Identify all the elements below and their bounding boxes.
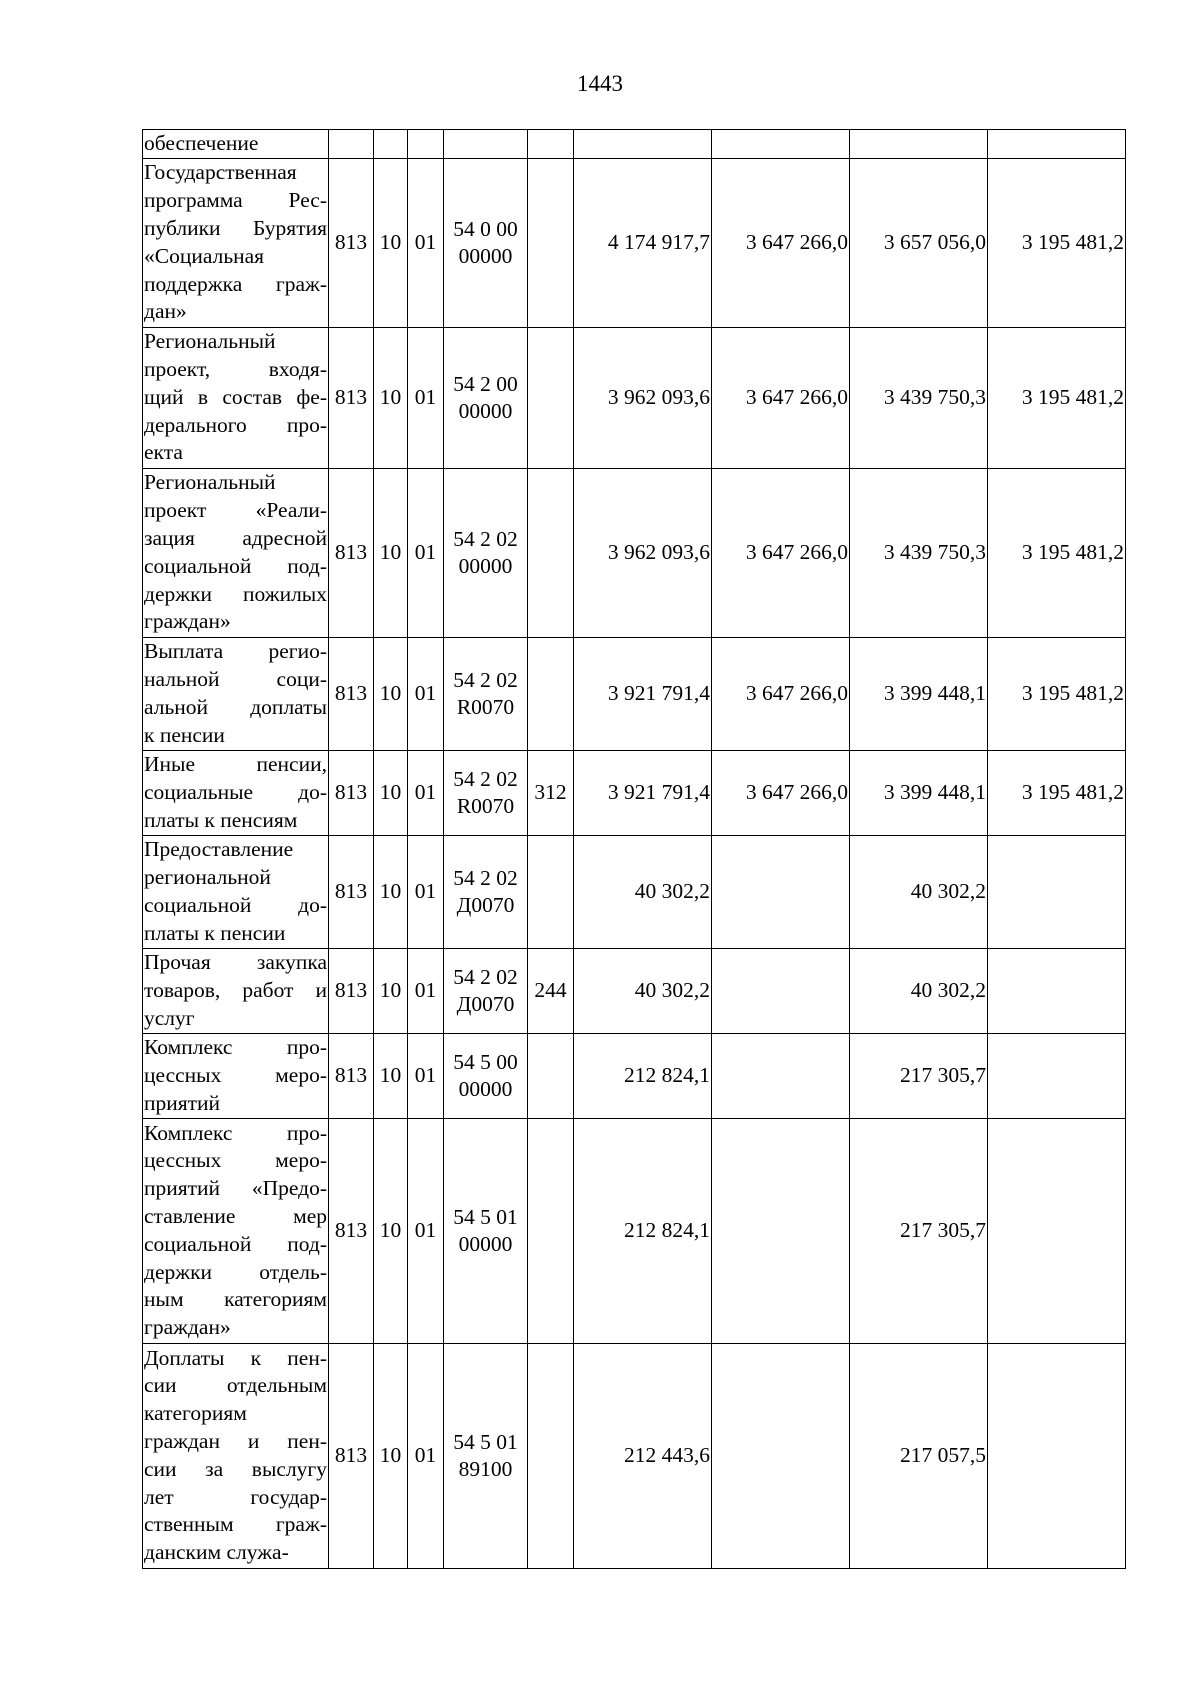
grbs-code: 813	[329, 158, 374, 327]
amount-1: 3 921 791,4	[574, 750, 712, 835]
amount-3: 217 305,7	[850, 1118, 988, 1343]
amount-1: 40 302,2	[574, 948, 712, 1033]
table-row	[143, 1033, 1126, 1118]
target-article-part: 00000	[458, 553, 513, 578]
amount-4	[988, 948, 1126, 1033]
grbs-code: 813	[329, 1033, 374, 1118]
row-name	[143, 835, 329, 948]
section-code: 10	[374, 1118, 408, 1343]
row-name-line: обеспечение	[144, 131, 259, 155]
row-name-line: нальной соци-	[144, 667, 327, 691]
row-name-line: региональной	[144, 865, 271, 889]
amount-4: 3 195 481,2	[988, 637, 1126, 750]
target-article-part: 54 2 02	[453, 865, 518, 890]
section-code	[374, 130, 408, 159]
table-row	[143, 1118, 1126, 1343]
row-name-line: категориям	[144, 1401, 247, 1426]
amount-4: 3 195 481,2	[988, 327, 1126, 468]
target-article-code	[444, 1033, 528, 1118]
expense-type-code	[528, 158, 574, 327]
row-name	[143, 750, 329, 835]
expense-type-code	[528, 327, 574, 468]
target-article-part: 00000	[458, 398, 513, 423]
subsection-code: 01	[408, 468, 444, 637]
target-article-code	[444, 327, 528, 468]
amount-2	[712, 948, 850, 1033]
subsection-code: 01	[408, 948, 444, 1033]
amount-2: 3 647 266,0	[712, 637, 850, 750]
row-name-line: Прочая закупка	[144, 950, 327, 975]
amount-3: 40 302,2	[850, 835, 988, 948]
expense-type-code: 244	[528, 948, 574, 1033]
grbs-code: 813	[329, 750, 374, 835]
amount-3: 3 439 750,3	[850, 327, 988, 468]
amount-4: 3 195 481,2	[988, 750, 1126, 835]
row-name-line: граждан и пен-	[144, 1429, 327, 1453]
target-article-part: 54 2 02	[453, 964, 518, 989]
row-name-line: Предоставление	[144, 837, 294, 862]
row-name-line: щий в состав фе-	[144, 384, 327, 409]
amount-2	[712, 1118, 850, 1343]
row-name-line: держки пожилых	[144, 581, 327, 606]
amount-4	[988, 1118, 1126, 1343]
row-name-line: Государственная	[144, 160, 297, 185]
row-name-line: сии отдельным	[144, 1373, 327, 1398]
row-name-line: Доплаты к пен-	[144, 1345, 327, 1370]
amount-2: 3 647 266,0	[712, 468, 850, 637]
table-row	[143, 468, 1126, 637]
row-name-line: Комплекс про-	[144, 1120, 327, 1145]
row-name	[143, 158, 329, 327]
target-article-part: 00000	[458, 1231, 513, 1256]
target-article-part: Д0070	[456, 892, 515, 917]
row-name-line: к пенсии	[144, 722, 225, 747]
row-name-line: ставление мер	[144, 1204, 327, 1228]
row-name	[143, 327, 329, 468]
subsection-code: 01	[408, 1118, 444, 1343]
amount-1: 3 962 093,6	[574, 468, 712, 637]
row-name-line: платы к пенсии	[144, 920, 286, 945]
table-row	[143, 158, 1126, 327]
row-name-line: екта	[144, 440, 183, 465]
amount-3: 3 657 056,0	[850, 158, 988, 327]
row-name-line: социальной под-	[144, 553, 327, 578]
row-name	[143, 468, 329, 637]
row-name	[143, 1343, 329, 1568]
row-name-line: социальной под-	[144, 1231, 327, 1256]
section-code: 10	[374, 637, 408, 750]
target-article-part: R0070	[456, 793, 515, 818]
target-article-part: 54 2 02	[453, 667, 518, 692]
amount-1: 3 921 791,4	[574, 637, 712, 750]
target-article-code	[444, 835, 528, 948]
subsection-code: 01	[408, 327, 444, 468]
expense-type-code	[528, 130, 574, 159]
expense-type-code: 312	[528, 750, 574, 835]
amount-2: 3 647 266,0	[712, 750, 850, 835]
target-article-part: 00000	[458, 243, 513, 268]
subsection-code: 01	[408, 1343, 444, 1568]
section-code: 10	[374, 948, 408, 1033]
row-name-line: зация адресной	[144, 526, 327, 550]
table-row	[143, 948, 1126, 1033]
section-code: 10	[374, 158, 408, 327]
expense-type-code	[528, 1343, 574, 1568]
target-article-part: 00000	[458, 1076, 513, 1101]
row-name-line: проект «Реали-	[144, 498, 327, 523]
amount-1: 40 302,2	[574, 835, 712, 948]
expense-type-code	[528, 468, 574, 637]
subsection-code: 01	[408, 637, 444, 750]
target-article-part: 54 2 02	[453, 766, 518, 791]
amount-4	[988, 835, 1126, 948]
target-article-part: 54 0 00	[453, 216, 518, 241]
section-code: 10	[374, 327, 408, 468]
grbs-code: 813	[329, 1343, 374, 1568]
row-name-line: ственным граж-	[144, 1512, 327, 1537]
amount-4	[988, 1033, 1126, 1118]
row-name-line: лет государ-	[144, 1484, 327, 1509]
row-name-line: поддержка граж-	[144, 271, 327, 296]
row-name-line: ным категориям	[144, 1287, 327, 1312]
row-name	[143, 948, 329, 1033]
grbs-code: 813	[329, 637, 374, 750]
row-name-line: граждан»	[144, 1315, 231, 1340]
expense-type-code	[528, 637, 574, 750]
amount-1: 3 962 093,6	[574, 327, 712, 468]
section-code: 10	[374, 835, 408, 948]
section-code: 10	[374, 468, 408, 637]
table-row	[143, 130, 1126, 159]
target-article-code	[444, 948, 528, 1033]
row-name-line: публики Бурятия	[144, 216, 327, 240]
row-name-line: «Социальная	[144, 243, 265, 268]
row-name-line: Региональный	[144, 470, 276, 495]
amount-2: 3 647 266,0	[712, 158, 850, 327]
row-name-line: социальной до-	[144, 892, 327, 917]
page-number: 1443	[577, 71, 623, 96]
target-article-code	[444, 750, 528, 835]
subsection-code: 01	[408, 158, 444, 327]
row-name-line: социальные до-	[144, 779, 327, 804]
target-article-code	[444, 637, 528, 750]
target-article-part: Д0070	[456, 991, 515, 1016]
row-name-line: программа Рес-	[144, 188, 327, 213]
target-article-code	[444, 1118, 528, 1343]
row-name-line: дан»	[144, 299, 187, 324]
amount-4	[988, 130, 1126, 159]
row-name-line: данским служа-	[144, 1540, 289, 1565]
row-name-line: товаров, работ и	[144, 977, 327, 1002]
table-row	[143, 835, 1126, 948]
amount-3: 40 302,2	[850, 948, 988, 1033]
row-name-line: цессных меро-	[144, 1062, 327, 1087]
amount-4: 3 195 481,2	[988, 158, 1126, 327]
target-article-code	[444, 1343, 528, 1568]
subsection-code: 01	[408, 1033, 444, 1118]
amount-2	[712, 1343, 850, 1568]
grbs-code: 813	[329, 327, 374, 468]
table-row	[143, 327, 1126, 468]
expense-type-code	[528, 835, 574, 948]
subsection-code: 01	[408, 835, 444, 948]
row-name	[143, 637, 329, 750]
target-article-part: 54 5 01	[453, 1429, 518, 1454]
target-article-code	[444, 468, 528, 637]
amount-1	[574, 130, 712, 159]
section-code: 10	[374, 1343, 408, 1568]
section-code: 10	[374, 750, 408, 835]
row-name-line: проект, входя-	[144, 357, 327, 382]
row-name-line: альной доплаты	[144, 694, 327, 719]
row-name-line: услуг	[144, 1005, 195, 1030]
row-name-line: сии за выслугу	[144, 1456, 327, 1481]
row-name-line: цессных меро-	[144, 1148, 327, 1173]
amount-1: 4 174 917,7	[574, 158, 712, 327]
section-code: 10	[374, 1033, 408, 1118]
row-name-line: граждан»	[144, 609, 231, 634]
amount-2	[712, 1033, 850, 1118]
row-name-line: держки отдель-	[144, 1259, 327, 1284]
amount-1: 212 824,1	[574, 1118, 712, 1343]
budget-table-body	[143, 130, 1126, 1569]
table-row	[143, 1343, 1126, 1568]
subsection-code	[408, 130, 444, 159]
target-article-code	[444, 130, 528, 159]
row-name-line: Региональный	[144, 329, 276, 354]
row-name	[143, 130, 329, 159]
target-article-part: 54 2 00	[453, 371, 518, 396]
target-article-part: 89100	[458, 1456, 513, 1481]
amount-3: 3 399 448,1	[850, 637, 988, 750]
row-name	[143, 1033, 329, 1118]
table-row	[143, 750, 1126, 835]
amount-4	[988, 1343, 1126, 1568]
expense-type-code	[528, 1118, 574, 1343]
row-name-line: Выплата регио-	[144, 639, 327, 664]
amount-3: 3 439 750,3	[850, 468, 988, 637]
amount-2: 3 647 266,0	[712, 327, 850, 468]
row-name-line: приятий «Предо-	[144, 1176, 327, 1201]
grbs-code: 813	[329, 948, 374, 1033]
row-name-line: Комплекс про-	[144, 1035, 327, 1060]
target-article-part: 54 5 00	[453, 1049, 518, 1074]
table-row	[143, 637, 1126, 750]
row-name-line: приятий	[144, 1090, 221, 1115]
amount-3: 3 399 448,1	[850, 750, 988, 835]
grbs-code	[329, 130, 374, 159]
amount-1: 212 824,1	[574, 1033, 712, 1118]
amount-3: 217 305,7	[850, 1033, 988, 1118]
amount-2	[712, 130, 850, 159]
amount-3	[850, 130, 988, 159]
target-article-code	[444, 158, 528, 327]
amount-4: 3 195 481,2	[988, 468, 1126, 637]
amount-2	[712, 835, 850, 948]
row-name-line: платы к пенсиям	[144, 807, 298, 832]
grbs-code: 813	[329, 835, 374, 948]
budget-table	[142, 129, 1126, 1569]
grbs-code: 813	[329, 1118, 374, 1343]
expense-type-code	[528, 1033, 574, 1118]
amount-3: 217 057,5	[850, 1343, 988, 1568]
row-name	[143, 1118, 329, 1343]
subsection-code: 01	[408, 750, 444, 835]
target-article-part: R0070	[456, 694, 515, 719]
row-name-line: дерального про-	[144, 412, 327, 437]
target-article-part: 54 5 01	[453, 1204, 518, 1229]
amount-1: 212 443,6	[574, 1343, 712, 1568]
row-name-line: Иные пенсии,	[144, 752, 327, 777]
grbs-code: 813	[329, 468, 374, 637]
target-article-part: 54 2 02	[453, 526, 518, 551]
